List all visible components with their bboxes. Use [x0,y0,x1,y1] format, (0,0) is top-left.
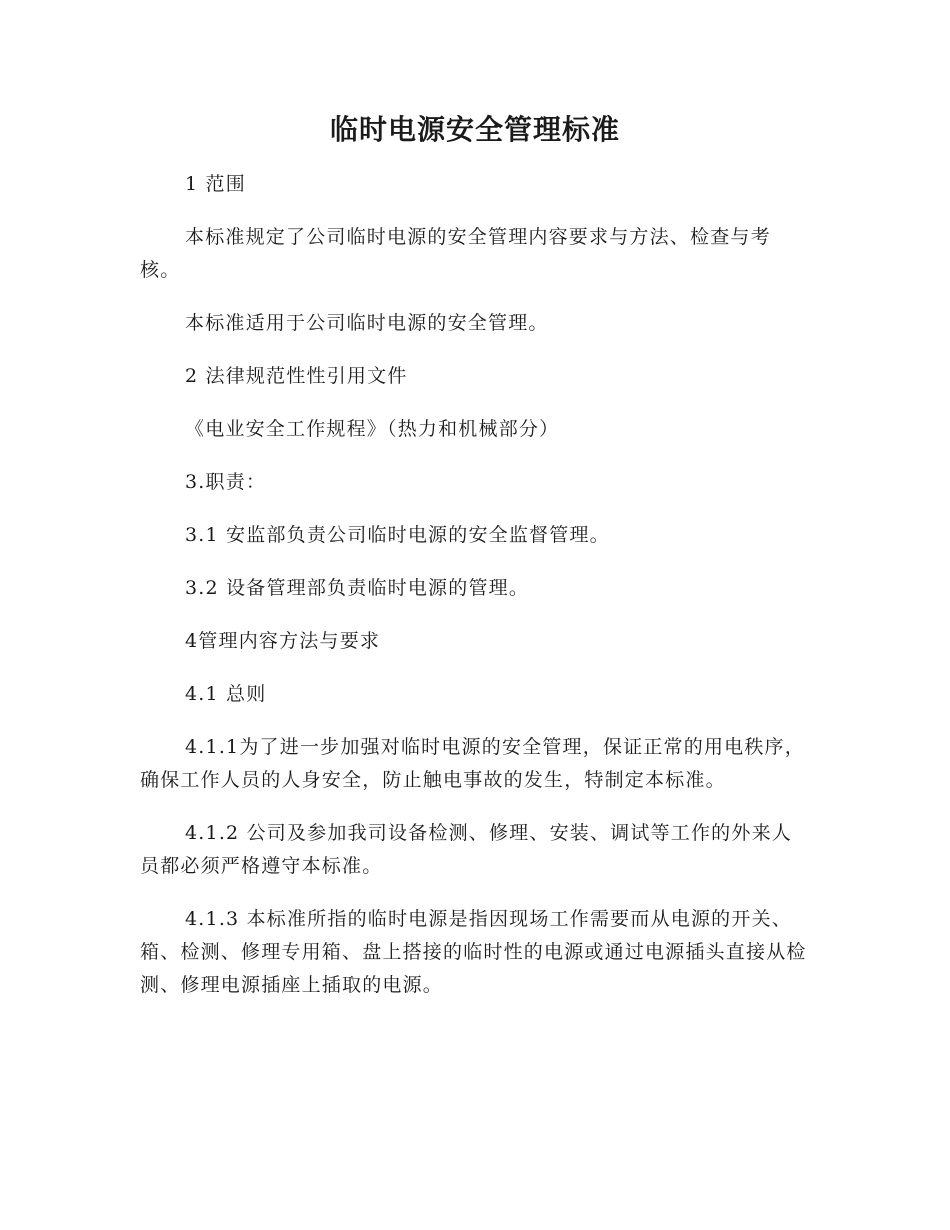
paragraph-scope-applicability: 本标准适用于公司临时电源的安全管理。 [185,312,549,334]
document-page [140,110,810,1022]
section-heading-scope: 1 范围 [185,173,246,195]
paragraph-4-1-1: 4.1.1为了进一步加强对临时电源的安全管理，保证正常的用电秩序，确保工作人员的人身安全，防止触电事故的发生，特制定本标准。 [140,736,805,791]
subsection-heading-general: 4.1 总则 [185,683,267,705]
document-title: 临时电源安全管理标准 [329,113,620,146]
section-heading-management: 4管理内容方法与要求 [185,630,381,652]
paragraph-4-1-3: 4.1.3 本标准所指的临时电源是指因现场工作需要而从电源的开关、箱、检测、修理专用箱、盘上搭接的临时性的电源或通过电源插头直接从检测、修理电源插座上插取的电源。 [140,908,807,996]
section-heading-responsibilities: 3.职责： [185,471,267,493]
paragraph-responsibility-3-1: 3.1 安监部负责公司临时电源的安全监督管理。 [185,524,610,546]
paragraph-scope-content: 本标准规定了公司临时电源的安全管理内容要求与方法、检查与考核。 [140,226,771,281]
paragraph-4-1-2: 4.1.2 公司及参加我司设备检测、修理、安装、调试等工作的外来人员都必须严格遵守本标准。 [140,822,792,877]
paragraph-reference-document: 《电业安全工作规程》（热力和机械部分） [185,418,560,440]
section-heading-references: 2 法律规范性性引用文件 [185,365,408,387]
paragraph-responsibility-3-2: 3.2 设备管理部负责临时电源的管理。 [185,577,530,599]
